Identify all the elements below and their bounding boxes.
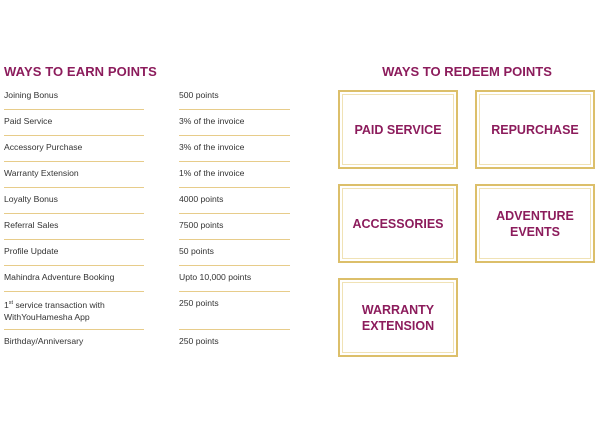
earn-row-points: 500 points — [179, 90, 219, 100]
redeem-repurchase-tile[interactable] — [475, 90, 595, 169]
redeem-warranty-extension-tile[interactable] — [338, 278, 458, 357]
earn-row-label: Profile Update — [4, 246, 59, 256]
earn-row — [4, 266, 290, 292]
earn-row-points: 50 points — [179, 246, 214, 256]
redeem-paid-service-tile[interactable] — [338, 90, 458, 169]
earn-row-label: Referral Sales — [4, 220, 59, 230]
earn-points-table — [4, 84, 290, 356]
earn-row — [4, 330, 290, 356]
earn-row — [4, 292, 290, 330]
earn-row — [4, 188, 290, 214]
earn-points-heading: WAYS TO EARN POINTS — [4, 64, 157, 79]
earn-row-label: Loyalty Bonus — [4, 194, 58, 204]
ordinal-suffix: st — [8, 300, 14, 306]
earn-row-label-text: service transaction with WithYouHamesha App — [4, 299, 105, 322]
earn-row-label — [4, 297, 144, 323]
earn-row-points: 3% of the invoice — [179, 116, 245, 126]
earn-row-points: 7500 points — [179, 220, 224, 230]
tile-label: ADVENTURE EVENTS — [496, 208, 574, 239]
earn-row-points: Upto 10,000 points — [179, 272, 252, 282]
earn-row — [4, 240, 290, 266]
earn-row — [4, 110, 290, 136]
earn-row-label: Joining Bonus — [4, 90, 58, 100]
redeem-adventure-events-tile[interactable] — [475, 184, 595, 263]
earn-row-label: Accessory Purchase — [4, 142, 83, 152]
earn-row — [4, 84, 290, 110]
redeem-points-heading: WAYS TO REDEEM POINTS — [382, 64, 552, 79]
earn-row — [4, 136, 290, 162]
tile-label: WARRANTY EXTENSION — [361, 302, 435, 333]
earn-row-points: 250 points — [179, 298, 219, 308]
earn-row-points: 1% of the invoice — [179, 168, 245, 178]
earn-row-label: Paid Service — [4, 116, 53, 126]
earn-row-label: Birthday/Anniversary — [4, 336, 84, 346]
earn-row-points: 3% of the invoice — [179, 142, 245, 152]
tile-label: ACCESSORIES — [352, 216, 444, 231]
earn-row-points: 250 points — [179, 336, 219, 346]
earn-row-label: Warranty Extension — [4, 168, 79, 178]
ordinal-number: 1 — [4, 299, 9, 310]
earn-row — [4, 162, 290, 188]
redeem-accessories-tile[interactable] — [338, 184, 458, 263]
tile-label: REPURCHASE — [491, 122, 579, 137]
earn-row-label: Mahindra Adventure Booking — [4, 272, 115, 282]
tile-label: PAID SERVICE — [354, 122, 442, 137]
earn-row-points: 4000 points — [179, 194, 224, 204]
earn-row — [4, 214, 290, 240]
